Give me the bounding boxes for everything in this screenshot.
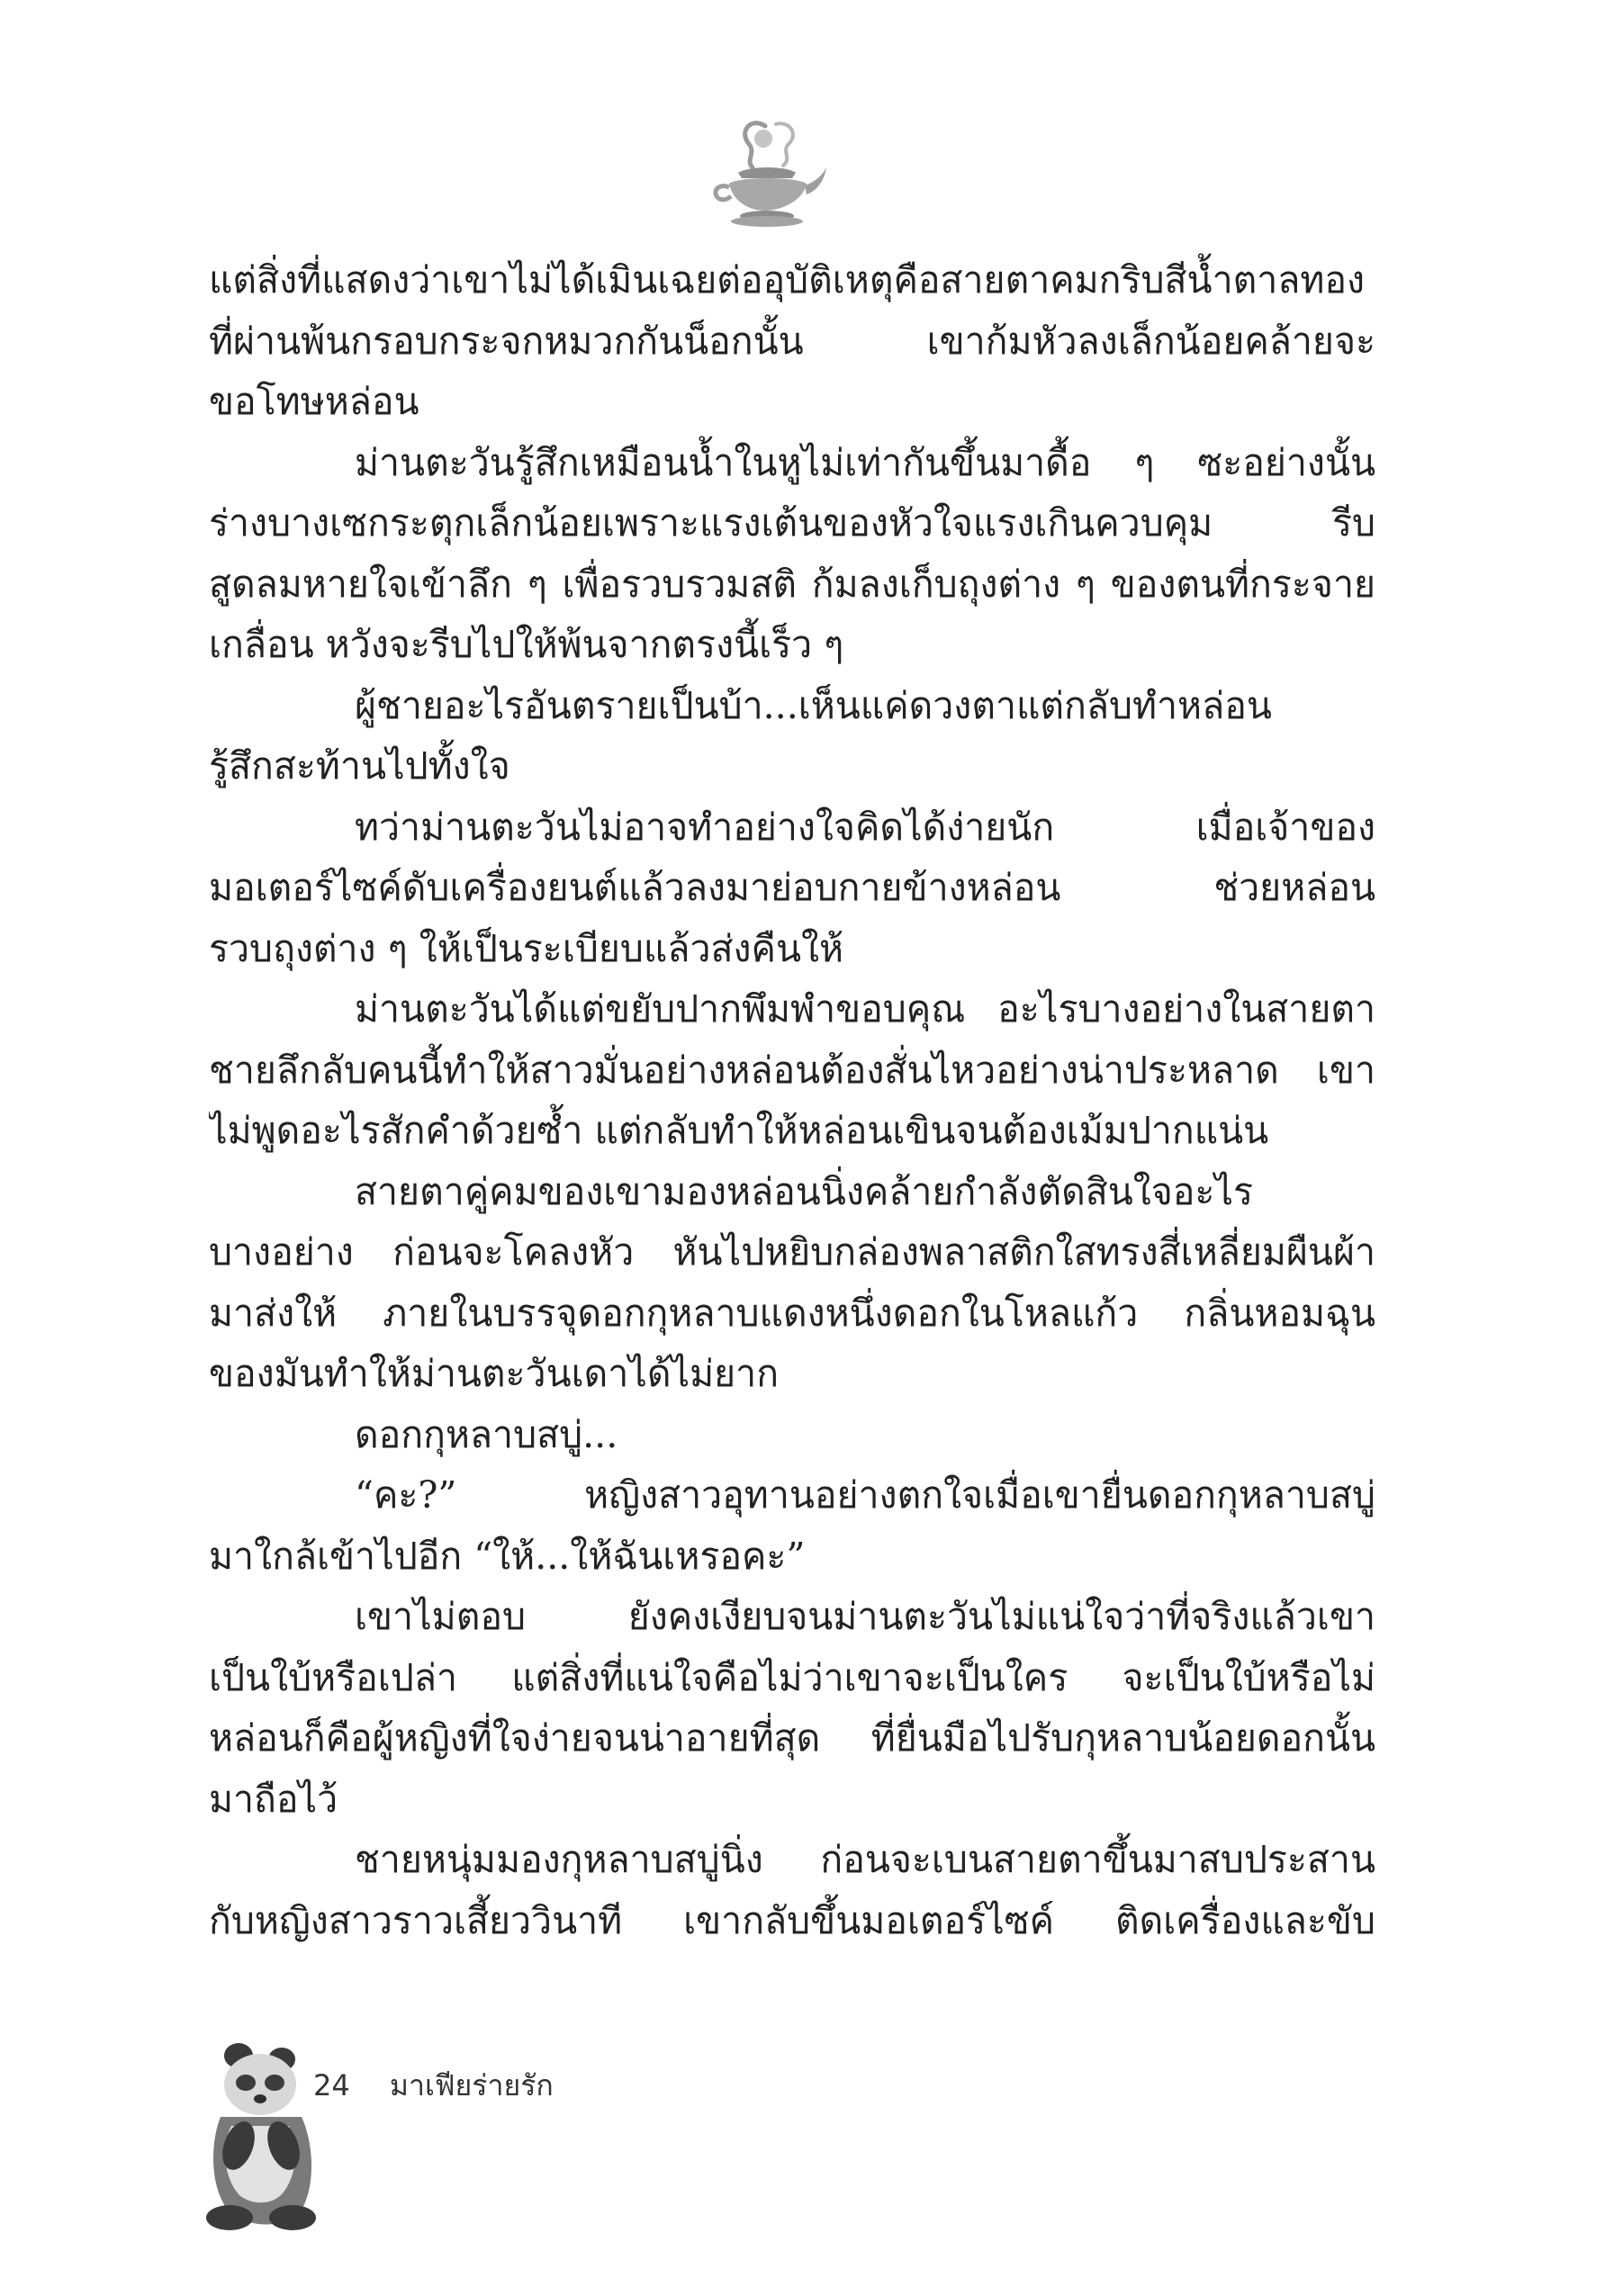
text-line: สายตาคู่คมของเขามองหล่อนนิ่งคล้ายกำลังตัดสินใจอะไร xyxy=(355,1169,1254,1213)
text-line: ม่านตะวันรู้สึกเหมือนน้ำในหูไม่เท่ากันขึ้นมาดื้อ ๆ ซะอย่างนั้น xyxy=(355,440,1375,484)
text-line: ที่ผ่านพ้นกรอบกระจกหมวกกันน็อกนั้น เขาก้มหัวลงเล็กน้อยคล้ายจะ xyxy=(209,319,1375,363)
text-line: ร่างบางเซกระตุกเล็กน้อยเพราะแรงเต้นของหัวใจแรงเกินควบคุม รีบ xyxy=(209,501,1375,545)
text-line: เกลื่อน หวังจะรีบไปให้พ้นจากตรงนี้เร็ว ๆ xyxy=(209,623,844,666)
text-line: บางอย่าง ก่อนจะโคลงหัว หันไปหยิบกล่องพลาสติกใสทรงสี่เหลี่ยมผืนผ้า xyxy=(209,1230,1375,1274)
text-line: สูดลมหายใจเข้าลึก ๆ เพื่อรวบรวมสติ ก้มลงเก็บถุงต่าง ๆ ของตนที่กระจาย xyxy=(209,562,1375,606)
text-line: ขอโทษหล่อน xyxy=(209,380,419,423)
text-line: มาใกล้เข้าไปอีก “ให้...ให้ฉันเหรอคะ” xyxy=(209,1534,806,1578)
text-line: รู้สึกสะท้านไปทั้งใจ xyxy=(209,744,510,788)
text-line: ของมันทำให้ม่านตะวันเดาได้ไม่ยาก xyxy=(209,1352,780,1395)
genie-lamp-icon xyxy=(702,108,828,234)
page-footer xyxy=(313,2063,554,2109)
text-line: ทว่าม่านตะวันไม่อาจทำอย่างใจคิดได้ง่ายนัก เมื่อเจ้าของ xyxy=(355,805,1375,849)
text-line: เป็นใบ้หรือเปล่า แต่สิ่งที่แน่ใจคือไม่ว่าเขาจะเป็นใคร จะเป็นใบ้หรือไม่ xyxy=(209,1655,1375,1699)
chapter-body-text xyxy=(209,250,1375,1951)
book-title: มาเฟียร่ายรัก xyxy=(389,2068,554,2102)
text-line: ม่านตะวันได้แต่ขยับปากพึมพำขอบคุณ อะไรบางอย่างในสายตา xyxy=(355,987,1375,1031)
text-line: กับหญิงสาวราวเสี้ยววินาที เขากลับขึ้นมอเตอร์ไซค์ ติดเครื่องและขับ xyxy=(209,1898,1375,1942)
text-line: มาส่งให้ ภายในบรรจุดอกกุหลาบแดงหนึ่งดอกในโหลแก้ว กลิ่นหอมฉุน xyxy=(209,1291,1375,1335)
text-line: มอเตอร์ไซค์ดับเครื่องยนต์แล้วลงมาย่อบกายข้างหล่อน ช่วยหล่อน xyxy=(209,866,1375,909)
text-line: “คะ?” หญิงสาวอุทานอย่างตกใจเมื่อเขายื่นดอกกุหลาบสบู่ xyxy=(355,1473,1375,1517)
text-line: ผู้ชายอะไรอันตรายเป็นบ้า...เห็นแค่ดวงตาแต่กลับทำหล่อน xyxy=(355,683,1272,727)
text-line: เขาไม่ตอบ ยังคงเงียบจนม่านตะวันไม่แน่ใจว่าที่จริงแล้วเขา xyxy=(355,1595,1375,1638)
text-line: หล่อนก็คือผู้หญิงที่ใจง่ายจนน่าอายที่สุด ที่ยื่นมือไปรับกุหลาบน้อยดอกนั้น xyxy=(209,1716,1375,1760)
text-line: ชายลึกลับคนนี้ทำให้สาวมั่นอย่างหล่อนต้องสั่นไหวอย่างน่าประหลาด เขา xyxy=(209,1048,1375,1092)
panda-icon xyxy=(185,2036,320,2234)
text-line: ชายหนุ่มมองกุหลาบสบู่นิ่ง ก่อนจะเบนสายตาขึ้นมาสบประสาน xyxy=(355,1838,1375,1881)
text-line: มาถือไว้ xyxy=(209,1777,338,1821)
text-line: ดอกกุหลาบสบู่... xyxy=(355,1412,618,1456)
text-line: แต่สิ่งที่แสดงว่าเขาไม่ได้เมินเฉยต่ออุบัติเหตุคือสายตาคมกริบสีน้ำตาลทอง xyxy=(209,258,1366,302)
page-number: 24 xyxy=(313,2068,350,2102)
text-line: ไม่พูดอะไรสักคำด้วยซ้ำ แต่กลับทำให้หล่อนเขินจนต้องเม้มปากแน่น xyxy=(209,1109,1269,1152)
text-line: รวบถุงต่าง ๆ ให้เป็นระเบียบแล้วส่งคืนให้ xyxy=(209,926,844,970)
